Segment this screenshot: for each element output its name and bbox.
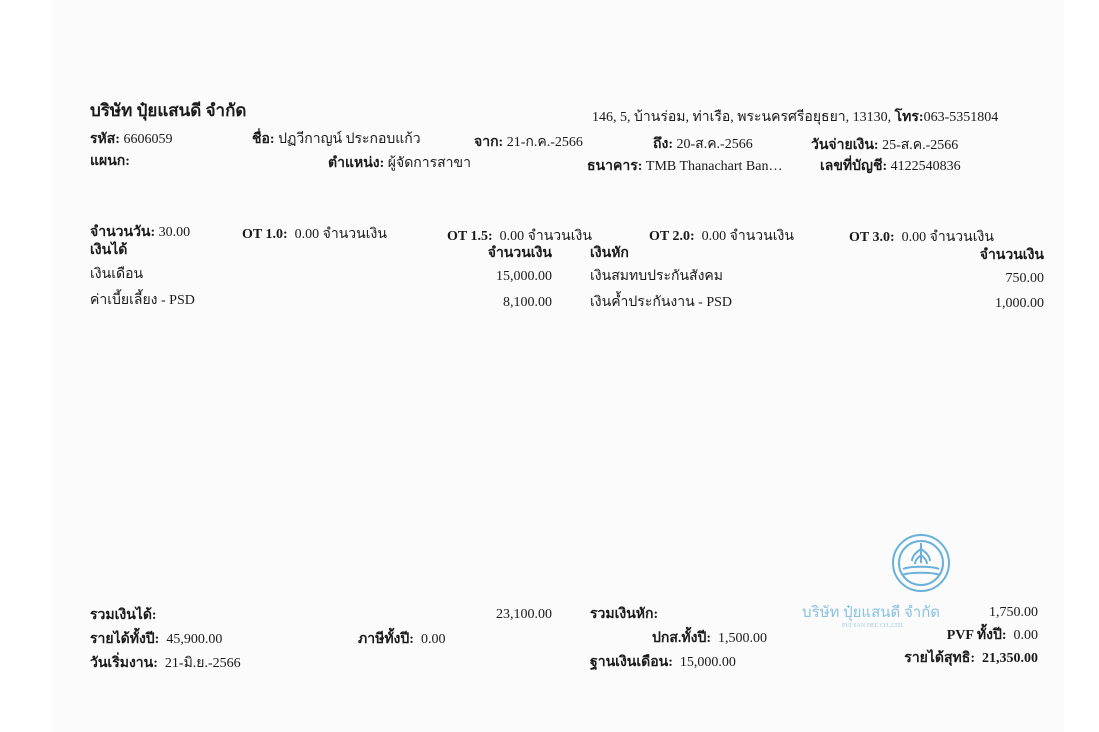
- total-earnings-label: รวมเงินได้:: [90, 608, 157, 623]
- employee-code: [90, 131, 172, 149]
- position-label: ตำแหน่ง:: [328, 156, 385, 171]
- ytd-sso-label: ปกส.ทั้งปี:: [652, 631, 712, 646]
- ytd-tax-value: 0.00: [420, 632, 446, 647]
- pay-date: [811, 137, 958, 155]
- employee-name: [252, 131, 421, 149]
- deduction-item-amount: 750.00: [1005, 271, 1044, 286]
- total-deductions-label: รวมเงินหัก:: [590, 607, 659, 622]
- ot-2-0: [649, 228, 794, 246]
- pvf-label: PVF ทั้งปี:: [946, 628, 1007, 643]
- net-income: [872, 650, 1038, 668]
- base-salary-value: 15,000.00: [679, 655, 736, 670]
- base-salary-label: ฐานเงินเดือน:: [590, 655, 673, 670]
- total-deductions-value: 1,750.00: [989, 605, 1038, 620]
- phone-label: โทร:: [894, 110, 924, 125]
- paydate-value: 25-ส.ค.-2566: [882, 138, 959, 153]
- work-days: [90, 224, 190, 242]
- earnings-amount-header: จำนวนเงิน: [487, 246, 552, 261]
- ot10-value: 0.00: [294, 227, 320, 242]
- ytd-sso-value: 1,500.00: [718, 631, 768, 646]
- deduction-item-label: เงินค้ำประกันงาน - PSD: [590, 295, 733, 310]
- from-label: จาก:: [474, 135, 504, 150]
- from-value: 21-ก.ค.-2566: [506, 135, 583, 150]
- paydate-label: วันจ่ายเงิน:: [811, 138, 879, 153]
- ot30-value: 0.00: [901, 230, 927, 245]
- ot20-value: 0.00: [701, 229, 727, 244]
- base-salary: [590, 654, 736, 672]
- earning-item-label: ค่าเบี้ยเลี้ยง - PSD: [90, 293, 195, 308]
- bank-label: ธนาคาร:: [587, 159, 643, 174]
- ot15-label: OT 1.5:: [447, 229, 493, 244]
- bank-value: TMB Thanachart Ban…: [645, 159, 783, 174]
- ot-1-5: [447, 228, 592, 246]
- address-text: 146, 5, บ้านร่อม, ท่าเรือ, พระนครศรีอยุธยา, 13130,: [592, 110, 892, 125]
- ytd-income: [90, 631, 222, 649]
- code-value: 6606059: [123, 132, 173, 147]
- ot-1-0: [242, 226, 387, 244]
- ytd-income-label: รายได้ทั้งปี:: [90, 632, 160, 647]
- period-to: [653, 136, 753, 154]
- period-from: [474, 134, 583, 152]
- name-label: ชื่อ:: [252, 132, 275, 147]
- account: [820, 158, 961, 176]
- ot30-label: OT 3.0:: [849, 230, 895, 245]
- position: [328, 155, 471, 173]
- ot15-value: 0.00: [499, 229, 525, 244]
- ytd-income-value: 45,900.00: [166, 632, 223, 647]
- to-value: 20-ส.ค.-2566: [676, 137, 753, 152]
- deductions-header: เงินหัก: [590, 246, 629, 261]
- days-value: 30.00: [158, 225, 191, 240]
- ot20-amount-word: จำนวนเงิน: [729, 229, 794, 244]
- earnings-header: เงินได้: [90, 243, 128, 258]
- department-label: แผนก:: [90, 154, 130, 169]
- net-income-label: รายได้สุทธิ:: [904, 651, 975, 666]
- net-income-value: 21,350.00: [982, 651, 1038, 666]
- pvf-value: 0.00: [1013, 628, 1038, 643]
- ytd-social-security: [652, 630, 767, 648]
- days-label: จำนวนวัน:: [90, 225, 156, 240]
- position-value: ผู้จัดการสาขา: [387, 156, 471, 171]
- earning-item-amount: 8,100.00: [503, 295, 552, 310]
- ot15-amount-word: จำนวนเงิน: [527, 229, 592, 244]
- deduction-item-amount: 1,000.00: [995, 296, 1044, 311]
- ot10-amount-word: จำนวนเงิน: [322, 227, 387, 242]
- account-label: เลขที่บัญชี:: [820, 159, 888, 174]
- start-date-label: วันเริ่มงาน:: [90, 656, 158, 671]
- start-date-value: 21-มิ.ย.-2566: [164, 656, 241, 671]
- ytd-pvf: [892, 627, 1038, 645]
- bank: [587, 158, 783, 176]
- stamp-company-subtitle: PUI SAN DEE CO.,LTD.: [842, 623, 904, 629]
- ytd-tax: [358, 631, 445, 649]
- name-value: ปฏวีกาญน์ ประกอบแก้ว: [278, 132, 421, 147]
- ytd-tax-label: ภาษีทั้งปี:: [358, 632, 414, 647]
- deductions-amount-header: จำนวนเงิน: [979, 248, 1044, 263]
- start-date: [90, 655, 241, 673]
- earning-item-label: เงินเดือน: [90, 267, 144, 282]
- company-name: บริษัท ปุ๋ยแสนดี จำกัด: [90, 101, 247, 120]
- ot30-amount-word: จำนวนเงิน: [929, 230, 994, 245]
- deduction-item-label: เงินสมทบประกันสังคม: [590, 269, 724, 284]
- stamp-company-name: บริษัท ปุ๋ยแสนดี จำกัด: [802, 605, 941, 621]
- payslip-sheet: [52, 0, 1064, 732]
- ot-3-0: [849, 229, 994, 247]
- to-label: ถึง:: [653, 137, 673, 152]
- company-address: [592, 109, 998, 127]
- ot10-label: OT 1.0:: [242, 227, 288, 242]
- total-earnings-value: 23,100.00: [496, 607, 552, 622]
- account-value: 4122540836: [890, 159, 961, 174]
- code-label: รหัส:: [90, 132, 120, 147]
- earning-item-amount: 15,000.00: [496, 269, 552, 284]
- ot20-label: OT 2.0:: [649, 229, 695, 244]
- phone-value: 063-5351804: [923, 110, 999, 125]
